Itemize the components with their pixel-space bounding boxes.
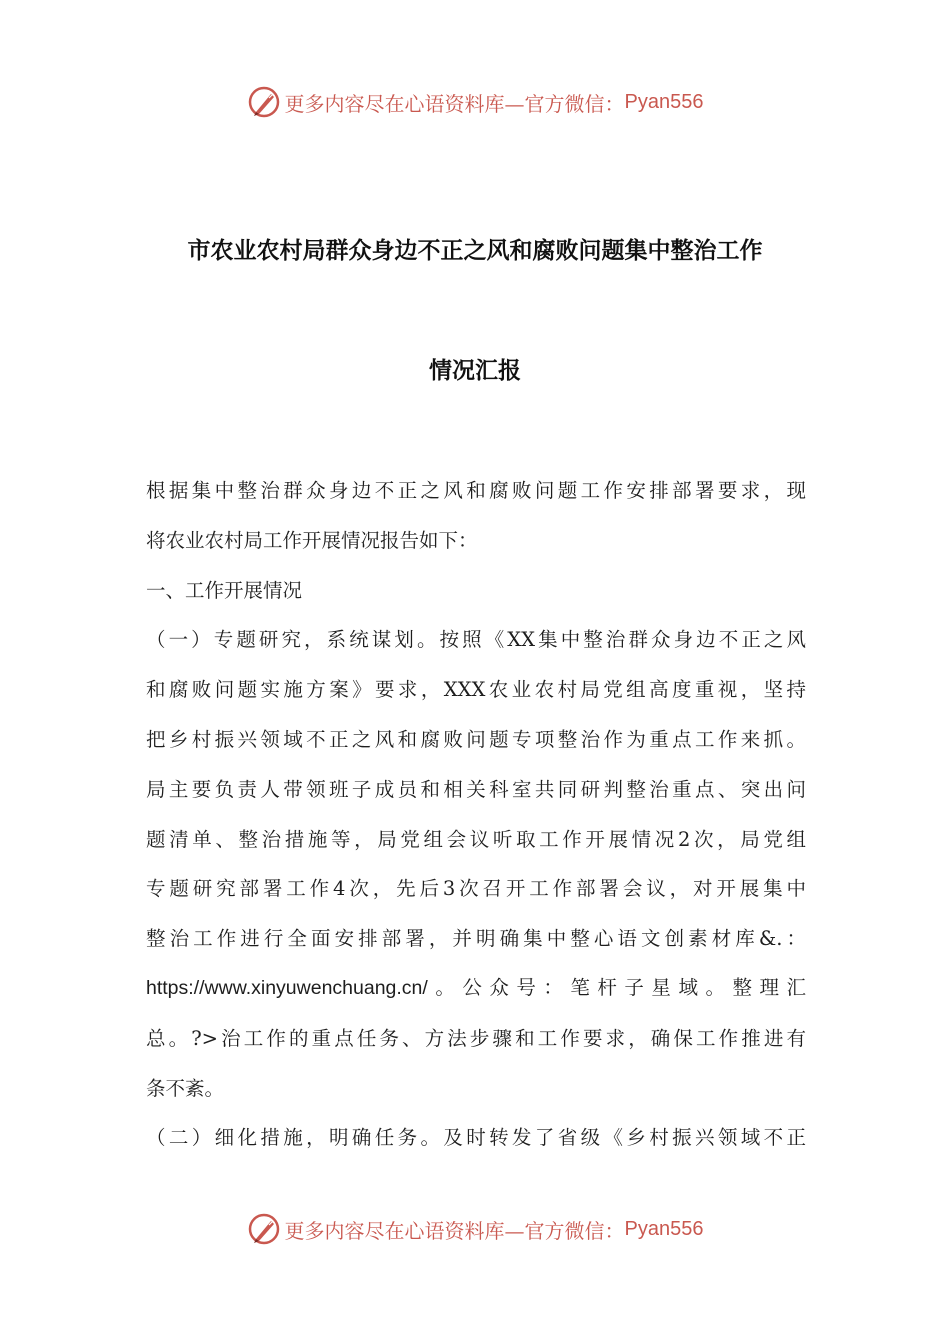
pen-logo-icon [247, 1212, 281, 1246]
header-watermark-banner [0, 80, 950, 124]
document-title-line-1: 市农业农村局群众身边不正之风和腐败问题集中整治工作 [187, 238, 763, 264]
footer-watermark-banner [0, 1207, 950, 1251]
body-line: 将农业农村局工作开展情况报告如下： [146, 528, 478, 552]
body-line: 整治工作进行全面安排部署，并明确集中整心语文创素材库&.： [146, 927, 806, 951]
body-line-url: https://www.xinyuwenchuang.cn/。公众号：笔杆子星域。整理汇 [146, 976, 806, 999]
banner-text: 更多内容尽在心语资料库—官方微信： [284, 91, 625, 116]
banner-text: 更多内容尽在心语资料库—官方微信： [284, 1218, 625, 1243]
body-line: 根据集中整治群众身边不正之风和腐败问题工作安排部署要求，现 [146, 479, 806, 502]
document-body [146, 466, 806, 1163]
banner-wechat-id: Pyan556 [624, 1217, 704, 1240]
body-line: 把乡村振兴领域不正之风和腐败问题专项整治作为重点工作来抓。 [146, 727, 806, 751]
body-line: （一）专题研究，系统谋划。按照《XX集中整治群众身边不正之风 [146, 628, 806, 652]
body-line: 专题研究部署工作4次，先后3次召开工作部署会议，对开展集中 [146, 877, 806, 901]
banner-wechat-id: Pyan556 [624, 90, 704, 113]
section-heading: 一、工作开展情况 [146, 578, 303, 602]
body-line: 总。?>治工作的重点任务、方法步骤和工作要求，确保工作推进有 [146, 1026, 806, 1050]
document-title-line-2: 情况汇报 [429, 358, 521, 384]
body-line: 条不紊。 [146, 1076, 225, 1100]
body-line: （二）细化措施，明确任务。及时转发了省级《乡村振兴领域不正 [146, 1126, 806, 1150]
pen-logo-icon [247, 85, 281, 119]
body-line: 局主要负责人带领班子成员和相关科室共同研判整治重点、突出问 [146, 777, 806, 801]
body-line: 和腐败问题实施方案》要求，XXX农业农村局党组高度重视，坚持 [146, 678, 806, 702]
body-line: 题清单、整治措施等，局党组会议听取工作开展情况2次，局党组 [146, 827, 806, 851]
